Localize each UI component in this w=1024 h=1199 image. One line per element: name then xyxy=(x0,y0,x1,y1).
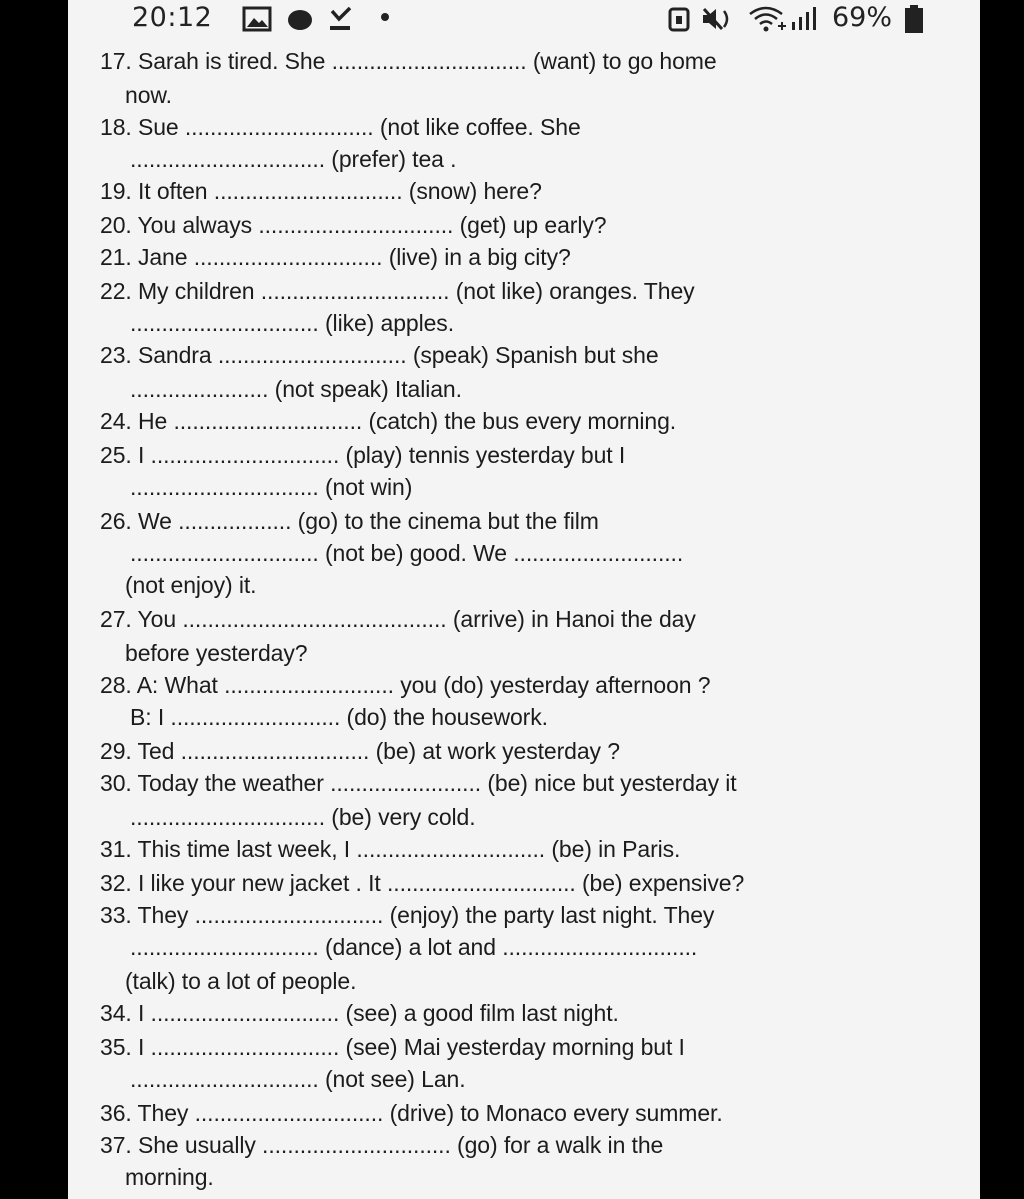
exercise-line: 29. Ted .............................. (be) at work yesterday ? xyxy=(100,738,620,764)
exercise-line: 27. You .......................................... (arrive) in Hanoi the day xyxy=(100,606,696,632)
mute-icon xyxy=(700,5,738,33)
exercise-line: .............................. (dance) a lot and ............................... xyxy=(130,934,698,960)
exercise-line: 24. He .............................. (catch) the bus every morning. xyxy=(100,408,677,434)
exercise-line: .............................. (not be) good. We ........................... xyxy=(130,540,684,566)
exercise-line: .............................. (not win) xyxy=(130,474,413,500)
exercise-line: 36. They .............................. (drive) to Monaco every summer. xyxy=(100,1100,723,1126)
exercise-line: morning. xyxy=(125,1164,214,1190)
messenger-icon xyxy=(286,8,314,32)
battery-percent: 69% xyxy=(832,2,893,33)
exercise-line: .............................. (like) apples. xyxy=(130,310,454,336)
exercise-line: (not enjoy) it. xyxy=(125,572,257,598)
status-bar xyxy=(68,0,980,36)
exercise-line: 23. Sandra .............................. (speak) Spanish but she xyxy=(100,342,659,368)
exercise-line: 17. Sarah is tired. She ............................... (want) to go home xyxy=(100,48,717,74)
exercise-line: ...................... (not speak) Italian. xyxy=(130,376,462,402)
exercise-line: 21. Jane .............................. (live) in a big city? xyxy=(100,244,571,270)
exercise-line: ............................... (prefer) tea . xyxy=(130,146,457,172)
exercise-line: 25. I .............................. (play) tennis yesterday but I xyxy=(100,442,626,468)
exercise-line: (talk) to a lot of people. xyxy=(125,968,357,994)
battery-saver-icon xyxy=(668,6,690,32)
exercise-line: 28. A: What ........................... you (do) yesterday afternoon ? xyxy=(100,672,711,698)
exercise-line: 33. They .............................. (enjoy) the party last night. They xyxy=(100,902,715,928)
exercise-line: 18. Sue .............................. (not like coffee. She xyxy=(100,114,581,140)
wifi-icon xyxy=(748,4,788,34)
signal-icon xyxy=(790,6,828,32)
exercise-line: 20. You always ............................... (get) up early? xyxy=(100,212,607,238)
download-icon xyxy=(326,5,354,33)
exercise-line: 22. My children .............................. (not like) oranges. They xyxy=(100,278,695,304)
exercise-line: 26. We .................. (go) to the cinema but the film xyxy=(100,508,599,534)
battery-icon xyxy=(902,4,926,34)
exercise-line: 35. I .............................. (see) Mai yesterday morning but I xyxy=(100,1034,685,1060)
gallery-icon xyxy=(242,6,272,32)
exercise-line: 37. She usually .............................. (go) for a walk in the xyxy=(100,1132,664,1158)
exercise-line: 32. I like your new jacket . It .............................. (be) expensive? xyxy=(100,870,745,896)
exercise-line: now. xyxy=(125,82,172,108)
exercise-line: ............................... (be) very cold. xyxy=(130,804,476,830)
exercise-line: before yesterday? xyxy=(125,640,308,666)
exercise-line: 30. Today the weather ........................ (be) nice but yesterday it xyxy=(100,770,737,796)
exercise-line: .............................. (not see) Lan. xyxy=(130,1066,466,1092)
phone-screen xyxy=(68,0,980,1199)
more-notifications-dot-icon xyxy=(380,12,390,22)
exercise-line: 31. This time last week, I .............................. (be) in Paris. xyxy=(100,836,681,862)
status-time: 20:12 xyxy=(132,2,213,33)
exercise-line: B: I ........................... (do) the housework. xyxy=(130,704,548,730)
exercise-line: 34. I .............................. (see) a good film last night. xyxy=(100,1000,619,1026)
exercise-line: 19. It often .............................. (snow) here? xyxy=(100,178,542,204)
